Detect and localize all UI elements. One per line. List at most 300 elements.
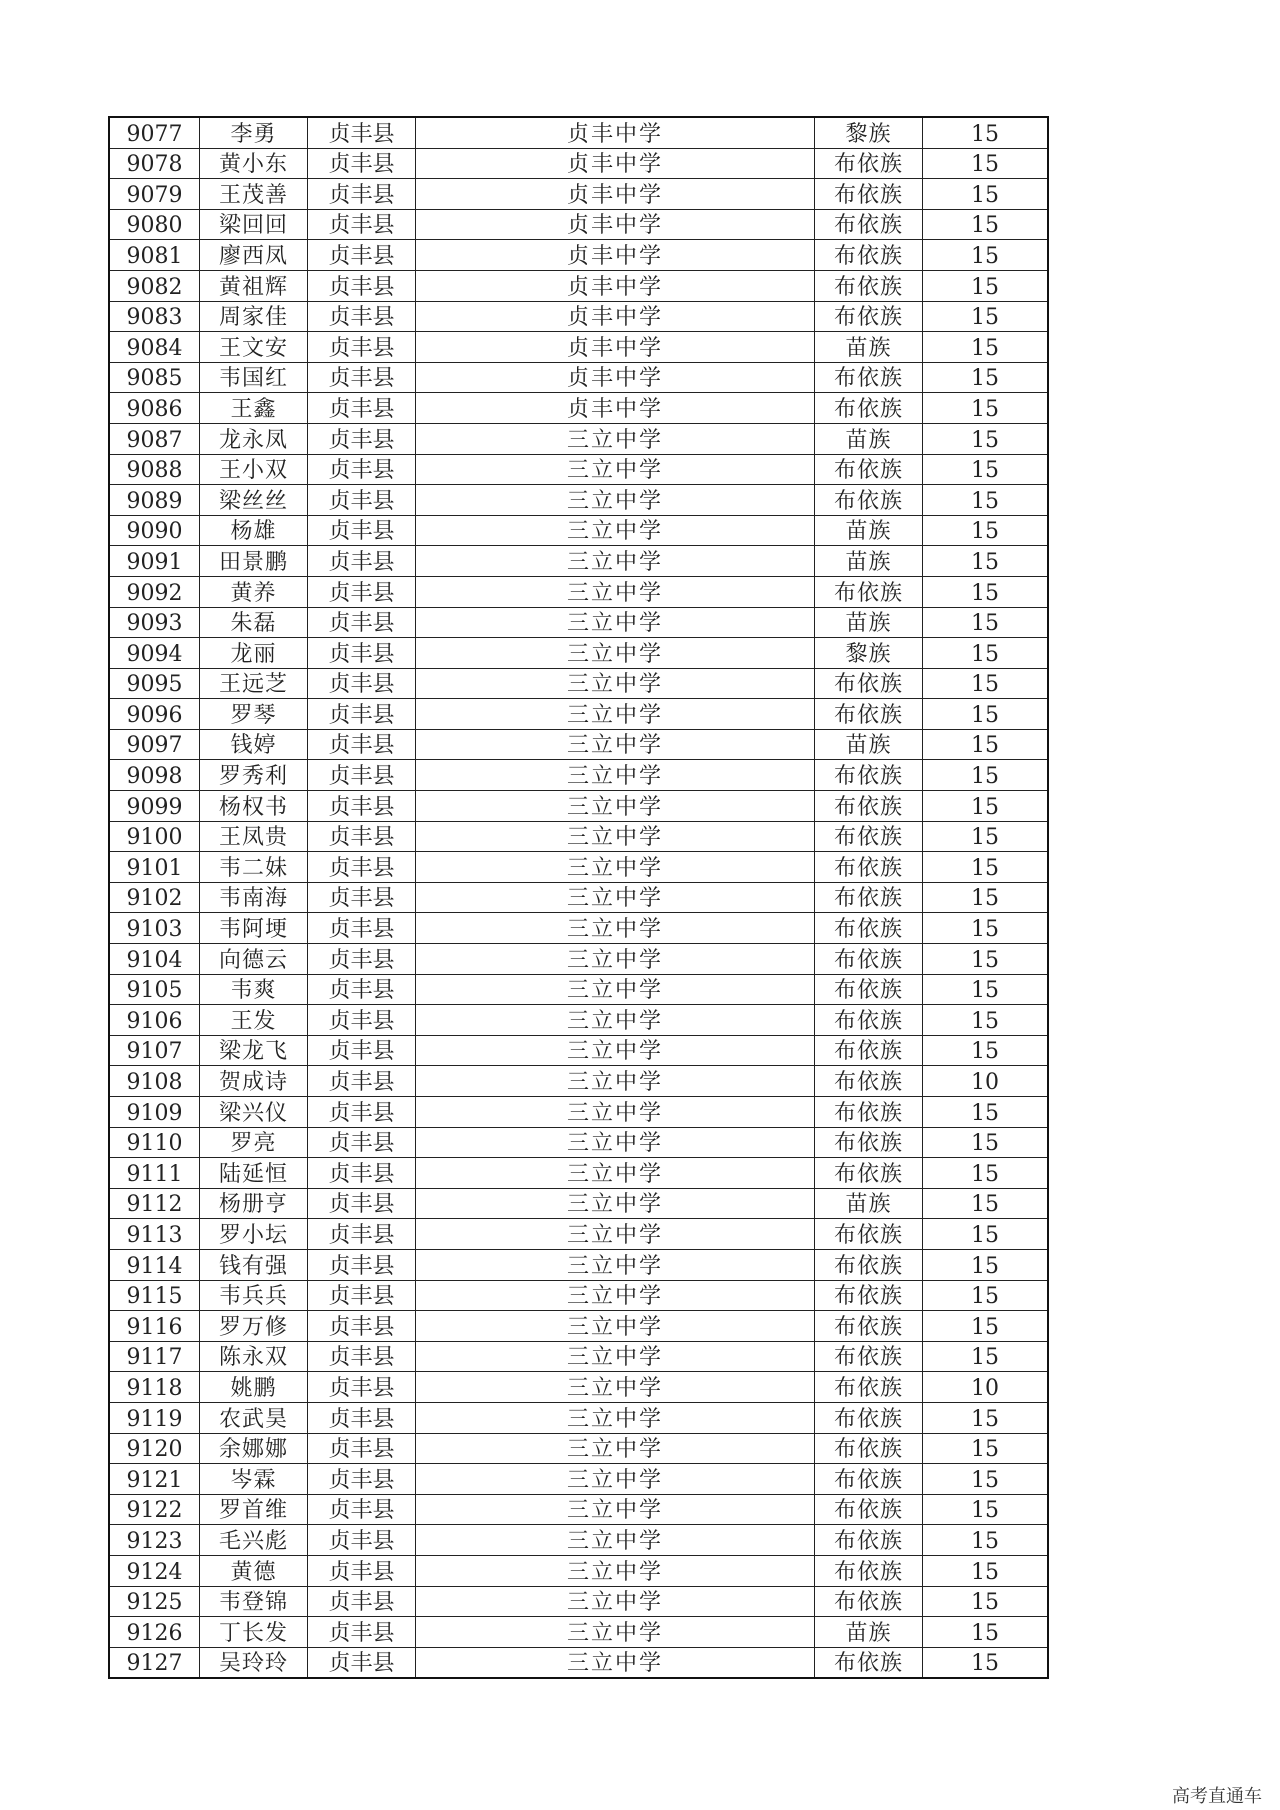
cell-name: 王茂善 bbox=[200, 179, 308, 210]
cell-score: 15 bbox=[923, 1311, 1049, 1342]
cell-number: 9083 bbox=[109, 301, 200, 332]
cell-ethnicity: 布依族 bbox=[815, 1249, 923, 1280]
table-row bbox=[109, 1280, 1048, 1311]
cell-ethnicity: 布依族 bbox=[815, 1494, 923, 1525]
table-row bbox=[109, 301, 1048, 332]
cell-number: 9086 bbox=[109, 393, 200, 424]
table-row bbox=[109, 454, 1048, 485]
cell-number: 9079 bbox=[109, 179, 200, 210]
cell-ethnicity: 苗族 bbox=[815, 1617, 923, 1648]
cell-number: 9092 bbox=[109, 576, 200, 607]
cell-school: 贞丰中学 bbox=[416, 117, 815, 148]
cell-name: 王发 bbox=[200, 1005, 308, 1036]
cell-county: 贞丰县 bbox=[308, 821, 416, 852]
cell-name: 贺成诗 bbox=[200, 1066, 308, 1097]
cell-number: 9117 bbox=[109, 1341, 200, 1372]
cell-ethnicity: 布依族 bbox=[815, 699, 923, 730]
cell-ethnicity: 布依族 bbox=[815, 1341, 923, 1372]
cell-ethnicity: 布依族 bbox=[815, 1035, 923, 1066]
cell-score: 15 bbox=[923, 791, 1049, 822]
cell-school: 三立中学 bbox=[416, 1433, 815, 1464]
cell-county: 贞丰县 bbox=[308, 1311, 416, 1342]
cell-name: 姚鹏 bbox=[200, 1372, 308, 1403]
cell-score: 15 bbox=[923, 852, 1049, 883]
cell-ethnicity: 布依族 bbox=[815, 362, 923, 393]
cell-name: 王远芝 bbox=[200, 668, 308, 699]
table-row bbox=[109, 607, 1048, 638]
cell-number: 9085 bbox=[109, 362, 200, 393]
table-row bbox=[109, 1402, 1048, 1433]
cell-score: 15 bbox=[923, 240, 1049, 271]
cell-county: 贞丰县 bbox=[308, 913, 416, 944]
cell-number: 9123 bbox=[109, 1525, 200, 1556]
cell-score: 15 bbox=[923, 301, 1049, 332]
table-row bbox=[109, 668, 1048, 699]
table-row bbox=[109, 1617, 1048, 1648]
table-row bbox=[109, 1372, 1048, 1403]
cell-county: 贞丰县 bbox=[308, 393, 416, 424]
cell-name: 周家佳 bbox=[200, 301, 308, 332]
cell-ethnicity: 布依族 bbox=[815, 1219, 923, 1250]
cell-ethnicity: 布依族 bbox=[815, 179, 923, 210]
cell-name: 李勇 bbox=[200, 117, 308, 148]
cell-name: 罗琴 bbox=[200, 699, 308, 730]
table-row bbox=[109, 576, 1048, 607]
cell-school: 三立中学 bbox=[416, 882, 815, 913]
cell-ethnicity: 苗族 bbox=[815, 515, 923, 546]
cell-county: 贞丰县 bbox=[308, 1249, 416, 1280]
cell-name: 丁长发 bbox=[200, 1617, 308, 1648]
cell-name: 岑霖 bbox=[200, 1464, 308, 1495]
cell-county: 贞丰县 bbox=[308, 515, 416, 546]
cell-score: 15 bbox=[923, 270, 1049, 301]
cell-score: 15 bbox=[923, 117, 1049, 148]
cell-number: 9115 bbox=[109, 1280, 200, 1311]
cell-school: 三立中学 bbox=[416, 729, 815, 760]
cell-ethnicity: 苗族 bbox=[815, 546, 923, 577]
cell-school: 三立中学 bbox=[416, 1372, 815, 1403]
cell-county: 贞丰县 bbox=[308, 699, 416, 730]
cell-score: 15 bbox=[923, 332, 1049, 363]
table-row bbox=[109, 638, 1048, 669]
cell-name: 吴玲玲 bbox=[200, 1647, 308, 1678]
cell-score: 15 bbox=[923, 760, 1049, 791]
cell-number: 9121 bbox=[109, 1464, 200, 1495]
table-row bbox=[109, 1127, 1048, 1158]
cell-school: 三立中学 bbox=[416, 1647, 815, 1678]
cell-score: 15 bbox=[923, 148, 1049, 179]
cell-name: 杨册亨 bbox=[200, 1188, 308, 1219]
cell-county: 贞丰县 bbox=[308, 944, 416, 975]
cell-school: 贞丰中学 bbox=[416, 148, 815, 179]
cell-number: 9089 bbox=[109, 485, 200, 516]
cell-county: 贞丰县 bbox=[308, 974, 416, 1005]
cell-number: 9111 bbox=[109, 1158, 200, 1189]
cell-county: 贞丰县 bbox=[308, 1617, 416, 1648]
table-row bbox=[109, 1219, 1048, 1250]
cell-county: 贞丰县 bbox=[308, 1494, 416, 1525]
cell-school: 三立中学 bbox=[416, 1617, 815, 1648]
cell-score: 10 bbox=[923, 1372, 1049, 1403]
cell-ethnicity: 布依族 bbox=[815, 1555, 923, 1586]
table-row bbox=[109, 1005, 1048, 1036]
cell-name: 龙丽 bbox=[200, 638, 308, 669]
cell-name: 王凤贵 bbox=[200, 821, 308, 852]
cell-score: 15 bbox=[923, 821, 1049, 852]
cell-number: 9099 bbox=[109, 791, 200, 822]
table-body bbox=[109, 117, 1048, 1678]
cell-name: 韦兵兵 bbox=[200, 1280, 308, 1311]
cell-county: 贞丰县 bbox=[308, 607, 416, 638]
cell-score: 15 bbox=[923, 1188, 1049, 1219]
cell-ethnicity: 布依族 bbox=[815, 485, 923, 516]
cell-school: 三立中学 bbox=[416, 1525, 815, 1556]
cell-ethnicity: 布依族 bbox=[815, 1525, 923, 1556]
cell-number: 9084 bbox=[109, 332, 200, 363]
cell-ethnicity: 布依族 bbox=[815, 944, 923, 975]
cell-number: 9087 bbox=[109, 423, 200, 454]
cell-score: 15 bbox=[923, 1525, 1049, 1556]
cell-score: 15 bbox=[923, 515, 1049, 546]
cell-school: 三立中学 bbox=[416, 515, 815, 546]
cell-ethnicity: 苗族 bbox=[815, 1188, 923, 1219]
cell-county: 贞丰县 bbox=[308, 668, 416, 699]
cell-school: 三立中学 bbox=[416, 1066, 815, 1097]
table-row bbox=[109, 179, 1048, 210]
cell-name: 杨雄 bbox=[200, 515, 308, 546]
cell-number: 9107 bbox=[109, 1035, 200, 1066]
cell-number: 9106 bbox=[109, 1005, 200, 1036]
cell-ethnicity: 苗族 bbox=[815, 423, 923, 454]
cell-number: 9093 bbox=[109, 607, 200, 638]
cell-school: 三立中学 bbox=[416, 852, 815, 883]
cell-name: 陆延恒 bbox=[200, 1158, 308, 1189]
cell-number: 9080 bbox=[109, 209, 200, 240]
cell-ethnicity: 布依族 bbox=[815, 576, 923, 607]
cell-ethnicity: 布依族 bbox=[815, 270, 923, 301]
cell-school: 三立中学 bbox=[416, 1464, 815, 1495]
table-row bbox=[109, 1249, 1048, 1280]
cell-name: 韦爽 bbox=[200, 974, 308, 1005]
cell-school: 三立中学 bbox=[416, 1494, 815, 1525]
cell-county: 贞丰县 bbox=[308, 423, 416, 454]
cell-score: 15 bbox=[923, 882, 1049, 913]
cell-school: 三立中学 bbox=[416, 1402, 815, 1433]
cell-score: 15 bbox=[923, 1249, 1049, 1280]
cell-name: 王文安 bbox=[200, 332, 308, 363]
table-row bbox=[109, 1433, 1048, 1464]
cell-name: 龙永凤 bbox=[200, 423, 308, 454]
table-row bbox=[109, 913, 1048, 944]
cell-name: 梁龙飞 bbox=[200, 1035, 308, 1066]
cell-school: 三立中学 bbox=[416, 821, 815, 852]
cell-school: 贞丰中学 bbox=[416, 332, 815, 363]
table-row bbox=[109, 974, 1048, 1005]
cell-number: 9116 bbox=[109, 1311, 200, 1342]
cell-ethnicity: 黎族 bbox=[815, 117, 923, 148]
cell-ethnicity: 布依族 bbox=[815, 760, 923, 791]
cell-number: 9105 bbox=[109, 974, 200, 1005]
cell-name: 杨权书 bbox=[200, 791, 308, 822]
cell-score: 15 bbox=[923, 1341, 1049, 1372]
cell-ethnicity: 布依族 bbox=[815, 791, 923, 822]
cell-number: 9110 bbox=[109, 1127, 200, 1158]
cell-school: 三立中学 bbox=[416, 974, 815, 1005]
cell-school: 三立中学 bbox=[416, 423, 815, 454]
cell-ethnicity: 布依族 bbox=[815, 1464, 923, 1495]
cell-number: 9119 bbox=[109, 1402, 200, 1433]
table-row bbox=[109, 515, 1048, 546]
cell-county: 贞丰县 bbox=[308, 301, 416, 332]
cell-ethnicity: 布依族 bbox=[815, 974, 923, 1005]
cell-county: 贞丰县 bbox=[308, 1127, 416, 1158]
cell-score: 15 bbox=[923, 576, 1049, 607]
cell-ethnicity: 布依族 bbox=[815, 1066, 923, 1097]
cell-name: 罗亮 bbox=[200, 1127, 308, 1158]
cell-school: 三立中学 bbox=[416, 607, 815, 638]
table-row bbox=[109, 148, 1048, 179]
cell-number: 9082 bbox=[109, 270, 200, 301]
table-row bbox=[109, 791, 1048, 822]
cell-name: 王小双 bbox=[200, 454, 308, 485]
cell-number: 9124 bbox=[109, 1555, 200, 1586]
cell-number: 9102 bbox=[109, 882, 200, 913]
cell-score: 15 bbox=[923, 1586, 1049, 1617]
cell-county: 贞丰县 bbox=[308, 148, 416, 179]
table-row bbox=[109, 546, 1048, 577]
cell-school: 三立中学 bbox=[416, 668, 815, 699]
table-row bbox=[109, 270, 1048, 301]
cell-score: 15 bbox=[923, 393, 1049, 424]
table-row bbox=[109, 1341, 1048, 1372]
cell-county: 贞丰县 bbox=[308, 1035, 416, 1066]
cell-school: 三立中学 bbox=[416, 638, 815, 669]
cell-score: 15 bbox=[923, 1647, 1049, 1678]
cell-county: 贞丰县 bbox=[308, 454, 416, 485]
cell-county: 贞丰县 bbox=[308, 362, 416, 393]
cell-county: 贞丰县 bbox=[308, 117, 416, 148]
cell-ethnicity: 苗族 bbox=[815, 607, 923, 638]
table-row bbox=[109, 1188, 1048, 1219]
cell-ethnicity: 布依族 bbox=[815, 1433, 923, 1464]
cell-school: 三立中学 bbox=[416, 699, 815, 730]
table-row bbox=[109, 821, 1048, 852]
cell-ethnicity: 布依族 bbox=[815, 1647, 923, 1678]
cell-school: 贞丰中学 bbox=[416, 393, 815, 424]
cell-name: 韦国红 bbox=[200, 362, 308, 393]
cell-ethnicity: 布依族 bbox=[815, 1372, 923, 1403]
cell-ethnicity: 布依族 bbox=[815, 301, 923, 332]
cell-name: 钱有强 bbox=[200, 1249, 308, 1280]
cell-school: 三立中学 bbox=[416, 1035, 815, 1066]
cell-county: 贞丰县 bbox=[308, 1066, 416, 1097]
cell-score: 15 bbox=[923, 179, 1049, 210]
cell-ethnicity: 布依族 bbox=[815, 1402, 923, 1433]
table-row bbox=[109, 209, 1048, 240]
cell-county: 贞丰县 bbox=[308, 852, 416, 883]
table-row bbox=[109, 1525, 1048, 1556]
cell-school: 三立中学 bbox=[416, 1341, 815, 1372]
cell-county: 贞丰县 bbox=[308, 1005, 416, 1036]
cell-number: 9098 bbox=[109, 760, 200, 791]
cell-score: 15 bbox=[923, 1127, 1049, 1158]
table-row bbox=[109, 1586, 1048, 1617]
cell-score: 15 bbox=[923, 1464, 1049, 1495]
cell-name: 罗首维 bbox=[200, 1494, 308, 1525]
cell-ethnicity: 布依族 bbox=[815, 1127, 923, 1158]
cell-name: 廖西凤 bbox=[200, 240, 308, 271]
cell-ethnicity: 布依族 bbox=[815, 393, 923, 424]
cell-name: 黄养 bbox=[200, 576, 308, 607]
cell-ethnicity: 布依族 bbox=[815, 913, 923, 944]
cell-school: 三立中学 bbox=[416, 1158, 815, 1189]
cell-name: 韦阿埂 bbox=[200, 913, 308, 944]
cell-school: 贞丰中学 bbox=[416, 179, 815, 210]
cell-ethnicity: 布依族 bbox=[815, 668, 923, 699]
cell-number: 9096 bbox=[109, 699, 200, 730]
cell-county: 贞丰县 bbox=[308, 240, 416, 271]
cell-county: 贞丰县 bbox=[308, 638, 416, 669]
cell-school: 三立中学 bbox=[416, 576, 815, 607]
table-row bbox=[109, 393, 1048, 424]
cell-name: 余娜娜 bbox=[200, 1433, 308, 1464]
cell-county: 贞丰县 bbox=[308, 882, 416, 913]
cell-score: 15 bbox=[923, 668, 1049, 699]
cell-county: 贞丰县 bbox=[308, 1158, 416, 1189]
cell-county: 贞丰县 bbox=[308, 1188, 416, 1219]
cell-score: 15 bbox=[923, 546, 1049, 577]
cell-number: 9077 bbox=[109, 117, 200, 148]
table-row bbox=[109, 485, 1048, 516]
cell-county: 贞丰县 bbox=[308, 1280, 416, 1311]
cell-county: 贞丰县 bbox=[308, 760, 416, 791]
cell-number: 9122 bbox=[109, 1494, 200, 1525]
cell-score: 15 bbox=[923, 485, 1049, 516]
cell-county: 贞丰县 bbox=[308, 1219, 416, 1250]
cell-county: 贞丰县 bbox=[308, 1525, 416, 1556]
cell-name: 黄小东 bbox=[200, 148, 308, 179]
cell-school: 三立中学 bbox=[416, 913, 815, 944]
cell-ethnicity: 布依族 bbox=[815, 882, 923, 913]
cell-number: 9090 bbox=[109, 515, 200, 546]
cell-number: 9108 bbox=[109, 1066, 200, 1097]
cell-number: 9118 bbox=[109, 1372, 200, 1403]
cell-county: 贞丰县 bbox=[308, 1372, 416, 1403]
cell-ethnicity: 黎族 bbox=[815, 638, 923, 669]
cell-ethnicity: 布依族 bbox=[815, 209, 923, 240]
cell-score: 15 bbox=[923, 729, 1049, 760]
cell-score: 15 bbox=[923, 607, 1049, 638]
cell-name: 梁回回 bbox=[200, 209, 308, 240]
cell-score: 15 bbox=[923, 1494, 1049, 1525]
table-row bbox=[109, 882, 1048, 913]
cell-number: 9109 bbox=[109, 1097, 200, 1128]
cell-score: 15 bbox=[923, 974, 1049, 1005]
table-row bbox=[109, 1647, 1048, 1678]
cell-name: 朱磊 bbox=[200, 607, 308, 638]
table-row bbox=[109, 1066, 1048, 1097]
cell-county: 贞丰县 bbox=[308, 332, 416, 363]
cell-ethnicity: 布依族 bbox=[815, 240, 923, 271]
cell-score: 15 bbox=[923, 1617, 1049, 1648]
table-row bbox=[109, 1158, 1048, 1189]
cell-score: 15 bbox=[923, 638, 1049, 669]
watermark-text: 高考直通车 bbox=[1172, 1786, 1262, 1807]
cell-number: 9091 bbox=[109, 546, 200, 577]
cell-school: 三立中学 bbox=[416, 1555, 815, 1586]
cell-number: 9094 bbox=[109, 638, 200, 669]
cell-school: 三立中学 bbox=[416, 1586, 815, 1617]
cell-school: 三立中学 bbox=[416, 1127, 815, 1158]
cell-number: 9100 bbox=[109, 821, 200, 852]
cell-score: 15 bbox=[923, 699, 1049, 730]
cell-school: 贞丰中学 bbox=[416, 240, 815, 271]
cell-name: 罗小坛 bbox=[200, 1219, 308, 1250]
cell-school: 三立中学 bbox=[416, 1005, 815, 1036]
cell-number: 9095 bbox=[109, 668, 200, 699]
table-row bbox=[109, 332, 1048, 363]
cell-ethnicity: 布依族 bbox=[815, 821, 923, 852]
cell-ethnicity: 布依族 bbox=[815, 852, 923, 883]
cell-score: 15 bbox=[923, 423, 1049, 454]
cell-ethnicity: 苗族 bbox=[815, 332, 923, 363]
cell-score: 15 bbox=[923, 1158, 1049, 1189]
cell-ethnicity: 布依族 bbox=[815, 1097, 923, 1128]
cell-name: 钱婷 bbox=[200, 729, 308, 760]
cell-ethnicity: 布依族 bbox=[815, 148, 923, 179]
cell-score: 15 bbox=[923, 1035, 1049, 1066]
cell-name: 王鑫 bbox=[200, 393, 308, 424]
cell-county: 贞丰县 bbox=[308, 1586, 416, 1617]
cell-school: 贞丰中学 bbox=[416, 209, 815, 240]
cell-county: 贞丰县 bbox=[308, 270, 416, 301]
cell-number: 9103 bbox=[109, 913, 200, 944]
cell-ethnicity: 苗族 bbox=[815, 729, 923, 760]
cell-ethnicity: 布依族 bbox=[815, 454, 923, 485]
cell-county: 贞丰县 bbox=[308, 1433, 416, 1464]
cell-county: 贞丰县 bbox=[308, 1647, 416, 1678]
cell-name: 向德云 bbox=[200, 944, 308, 975]
cell-number: 9081 bbox=[109, 240, 200, 271]
table-row bbox=[109, 1555, 1048, 1586]
cell-score: 15 bbox=[923, 1280, 1049, 1311]
cell-number: 9114 bbox=[109, 1249, 200, 1280]
cell-school: 三立中学 bbox=[416, 791, 815, 822]
table-row bbox=[109, 1097, 1048, 1128]
cell-score: 15 bbox=[923, 1555, 1049, 1586]
cell-name: 黄祖辉 bbox=[200, 270, 308, 301]
cell-number: 9113 bbox=[109, 1219, 200, 1250]
cell-county: 贞丰县 bbox=[308, 1464, 416, 1495]
table-row bbox=[109, 729, 1048, 760]
cell-name: 韦二妹 bbox=[200, 852, 308, 883]
cell-school: 三立中学 bbox=[416, 1097, 815, 1128]
table-row bbox=[109, 423, 1048, 454]
cell-number: 9097 bbox=[109, 729, 200, 760]
cell-county: 贞丰县 bbox=[308, 1341, 416, 1372]
cell-county: 贞丰县 bbox=[308, 485, 416, 516]
table-row bbox=[109, 699, 1048, 730]
cell-number: 9112 bbox=[109, 1188, 200, 1219]
cell-name: 罗秀利 bbox=[200, 760, 308, 791]
cell-school: 贞丰中学 bbox=[416, 301, 815, 332]
table-row bbox=[109, 1494, 1048, 1525]
cell-school: 三立中学 bbox=[416, 1188, 815, 1219]
cell-name: 黄德 bbox=[200, 1555, 308, 1586]
table-row bbox=[109, 760, 1048, 791]
cell-ethnicity: 布依族 bbox=[815, 1158, 923, 1189]
cell-ethnicity: 布依族 bbox=[815, 1311, 923, 1342]
